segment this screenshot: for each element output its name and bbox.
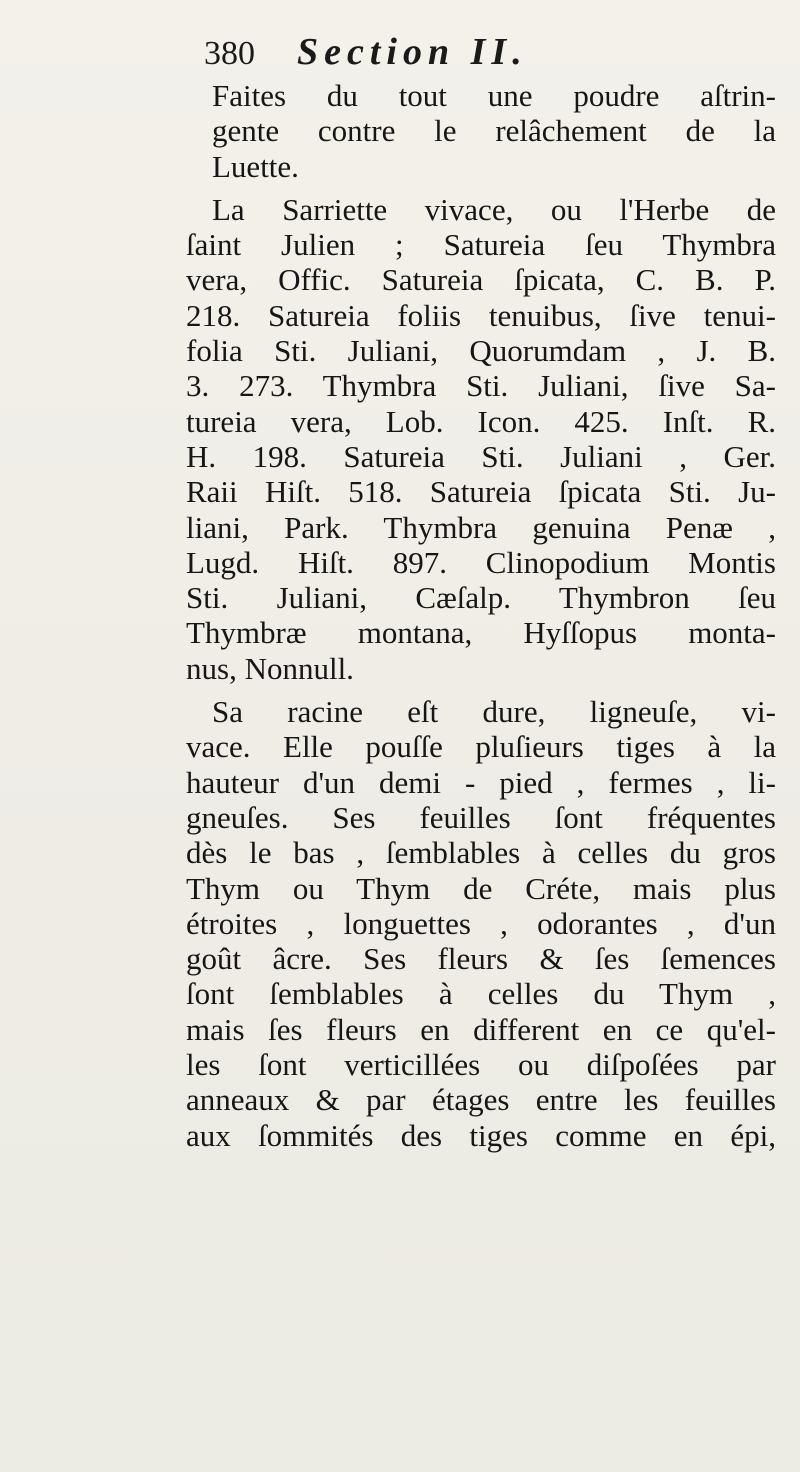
text-line: gente contre le relâchement de la	[212, 113, 776, 149]
text-line: vera, Offic. Satureia ſpicata, C. B. P.	[186, 262, 776, 298]
paragraph-3	[186, 694, 776, 1153]
text-line: Sti. Juliani, Cæſalp. Thymbron ſeu	[186, 580, 776, 616]
text-line: ſaint Julien ; Satureia ſeu Thymbra	[186, 227, 776, 263]
text-line: tureia vera, Lob. Icon. 425. Inſt. R.	[186, 403, 776, 439]
text-line: les ſont verticillées ou diſpoſées par	[186, 1047, 776, 1083]
text-line: Faites du tout une poudre aſtrin-	[212, 78, 776, 113]
text-line: H. 198. Satureia Sti. Juliani , Ger.	[186, 438, 776, 474]
text-line: gneuſes. Ses feuilles ſont fréquentes	[186, 799, 776, 835]
text-line: La Sarriette vivace, ou l'Herbe de	[212, 191, 776, 227]
body-text	[186, 78, 776, 1153]
text-line: goût âcre. Ses fleurs & ſes ſemences	[186, 941, 776, 977]
text-line: Thymbræ montana, Hyſſopus monta-	[186, 615, 776, 651]
text-line: anneaux & par étages entre les feuilles	[186, 1082, 776, 1118]
text-line: folia Sti. Juliani, Quorumdam , J. B.	[186, 333, 776, 369]
text-line: hauteur d'un demi - pied , fermes , li-	[186, 764, 776, 800]
text-line: ſont ſemblables à celles du Thym ,	[186, 976, 776, 1012]
text-line: mais ſes fleurs en different en ce qu'el-	[186, 1011, 776, 1047]
text-line: Sa racine eſt dure, ligneuſe, vi-	[212, 694, 776, 730]
text-line: Raii Hiſt. 518. Satureia ſpicata Sti. Ju-	[186, 474, 776, 510]
running-title: Section II.	[297, 31, 528, 73]
text-line: 218. Satureia foliis tenuibus, ſive tenui-	[186, 297, 776, 333]
text-line: étroites , longuettes , odorantes , d'un	[186, 905, 776, 941]
text-line: vace. Elle pouſſe pluſieurs tiges à la	[186, 729, 776, 765]
paragraph-2	[186, 192, 776, 686]
paragraph-1	[186, 78, 776, 184]
text-line: 3. 273. Thymbra Sti. Juliani, ſive Sa-	[186, 368, 776, 404]
page-header	[204, 30, 528, 74]
text-line: dès le bas , ſemblables à celles du gros	[186, 835, 776, 871]
text-line: Thym ou Thym de Créte, mais plus	[186, 870, 776, 906]
text-line: Luette.	[212, 148, 299, 184]
text-line: Lugd. Hiſt. 897. Clinopodium Montis	[186, 544, 776, 580]
text-line: aux ſommités des tiges comme en épi,	[186, 1117, 776, 1153]
text-line: nus, Nonnull.	[186, 650, 354, 686]
page-number: 380	[204, 35, 255, 72]
text-line: liani, Park. Thymbra genuina Penæ ,	[186, 509, 776, 545]
